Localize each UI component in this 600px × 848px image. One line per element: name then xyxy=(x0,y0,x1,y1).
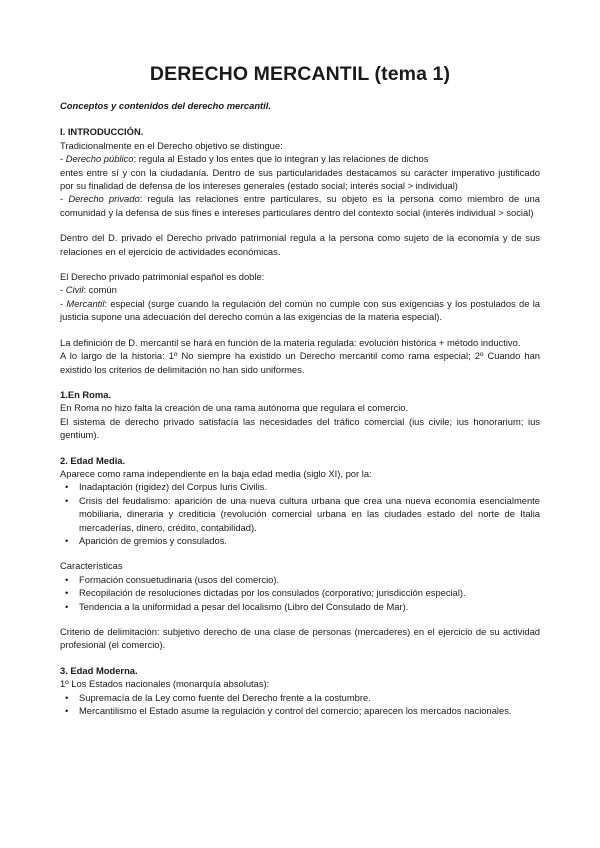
intro-publico-continuation: entes entre sí y con la ciudadanía. Dentro de sus particularidades destacamos su carácter imperativo justificado por su finalidad de defensa de los intereses generales (estado social; interés social > individual) xyxy=(60,166,540,192)
term-derecho-publico: Derecho público xyxy=(65,153,134,165)
intro-mercantil-paragraph: - Mercantil: especial (surge cuando la regulación del común no cumple con sus exigencias y los postulados de la justicia supone una adecuación del derecho común a las exigencias de la materia especial). xyxy=(60,297,540,323)
list-item: • Inadaptación (rigidez) del Corpus Iuris Civilis. xyxy=(65,481,268,493)
list-item: • Mercantilismo el Estado asume la regulación y control del comercio; aparecen los mercados nacionales. xyxy=(65,705,512,717)
bullet-icon: • xyxy=(65,587,69,599)
intro-definicion-paragraph: La definición de D. mercantil se hará en función de la materia regulada: evolución histórica + método inductivo. xyxy=(60,336,521,348)
list-item: • Tendencia a la uniformidad a pesar del localismo (Libro del Consulado de Mar). xyxy=(65,600,409,612)
caracteristicas-list xyxy=(60,573,540,613)
section-heading-edad-moderna: 3. Edad Moderna. xyxy=(60,664,138,676)
section-heading-edad-media: 2. Edad Media. xyxy=(60,454,126,466)
list-item: • Aparición de gremios y consulados. xyxy=(65,534,227,546)
bullet-icon: • xyxy=(65,600,69,612)
criterio-paragraph: Criterio de delimitación: subjetivo derecho de una clase de personas (mercaderes) en el ejercicio de su actividad profesional (el comercio). xyxy=(60,626,540,651)
mercantil-text: : especial (surge cuando la regulación del común no cumple con sus exigencias y los postulados de la justicia supone una adecuación del derecho común a las exigencias de la materia especial). xyxy=(60,297,540,323)
roma-paragraph-2: El sistema de derecho privado satisfacía las necesidades del tráfico comercial (ius civile; ius honorarium; ius gentium). xyxy=(60,415,540,441)
roma-paragraph-1: En Roma no hizo falta la creación de una rama autónoma que regulara el comercio. xyxy=(60,402,409,414)
intro-doble-lead: El Derecho privado patrimonial español es doble: xyxy=(60,271,265,283)
list-item: • Recopilación de resoluciones dictadas por los consulados (corporativo; jurisdicción especial). xyxy=(65,587,466,599)
bullet-icon: • xyxy=(65,481,69,493)
bullet-icon: • xyxy=(65,691,69,703)
publico-text-1: : regula al Estado y los entes que lo integran y las relaciones de dichos xyxy=(133,153,429,165)
list-item: • Supremacía de la Ley como fuente del Derecho frente a la costumbre. xyxy=(65,691,371,703)
media-list xyxy=(60,480,540,547)
list-item: • Crisis del feudalismo: aparición de una nueva cultura urbana que crea una nueva economía esencialmente mobiliaria, dineraria y crediticia (revolución comercial urbana en las ciudades estado del norte de Italia mercaderías, dinero, crédito, contabilidad). xyxy=(65,494,540,533)
caracteristicas-heading: Características xyxy=(60,560,123,572)
document-subtitle: Conceptos y contenidos del derecho mercantil. xyxy=(60,100,271,111)
media-lead: Aparece como rama independiente en la baja edad media (siglo XI), por la: xyxy=(60,467,372,479)
intro-historia-paragraph: A lo largo de la historia: 1º No siempre ha existido un Derecho mercantil como rama especial; 2º Cuando han existido los criterios de delimitación no han sido uniformes. xyxy=(60,350,540,375)
intro-civil-line: - Civil: común xyxy=(60,284,117,296)
list-item: • Formación consuetudinaria (usos del comercio). xyxy=(65,573,280,585)
section-heading-roma: 1.En Roma. xyxy=(60,388,112,400)
civil-text: : común xyxy=(83,284,117,296)
bullet-icon: • xyxy=(65,534,69,546)
document-title: DERECHO MERCANTIL (tema 1) xyxy=(149,63,451,85)
intro-privado-paragraph: - Derecho privado: regula las relaciones entre particulares, su objeto es la persona como miembro de una comunidad y la defensa de sus fines e intereses particulares dentro del contexto social (interés individual > social) xyxy=(60,193,541,218)
bullet-icon: • xyxy=(65,494,69,506)
intro-lead: Tradicionalmente en el Derecho objetivo se distingue: xyxy=(60,139,283,151)
privado-text: : regula las relaciones entre particulares, su objeto es la persona como miembro de una comunidad y la defensa de sus fines e intereses particulares dentro del contexto social (interés individual > social) xyxy=(60,193,541,218)
term-civil: Civil xyxy=(65,284,84,296)
section-heading-introduccion: I. INTRODUCCIÓN. xyxy=(60,126,144,138)
term-mercantil: Mercantil xyxy=(66,297,105,309)
bullet-icon: • xyxy=(65,573,69,585)
intro-paragraph-privado-patrimonial: Dentro del D. privado el Derecho privado patrimonial regula a la persona como sujeto de la economía y de sus relaciones en el ejercicio de actividades económicas. xyxy=(60,232,540,257)
moderna-list xyxy=(60,691,540,718)
bullet-icon: • xyxy=(65,705,69,717)
moderna-lead: 1º Los Estados nacionales (monarquía absolutas): xyxy=(60,678,270,690)
intro-publico-line: - Derecho público: regula al Estado y los entes que lo integran y las relaciones de dichos xyxy=(60,153,429,165)
term-derecho-privado: Derecho privado xyxy=(68,193,140,205)
